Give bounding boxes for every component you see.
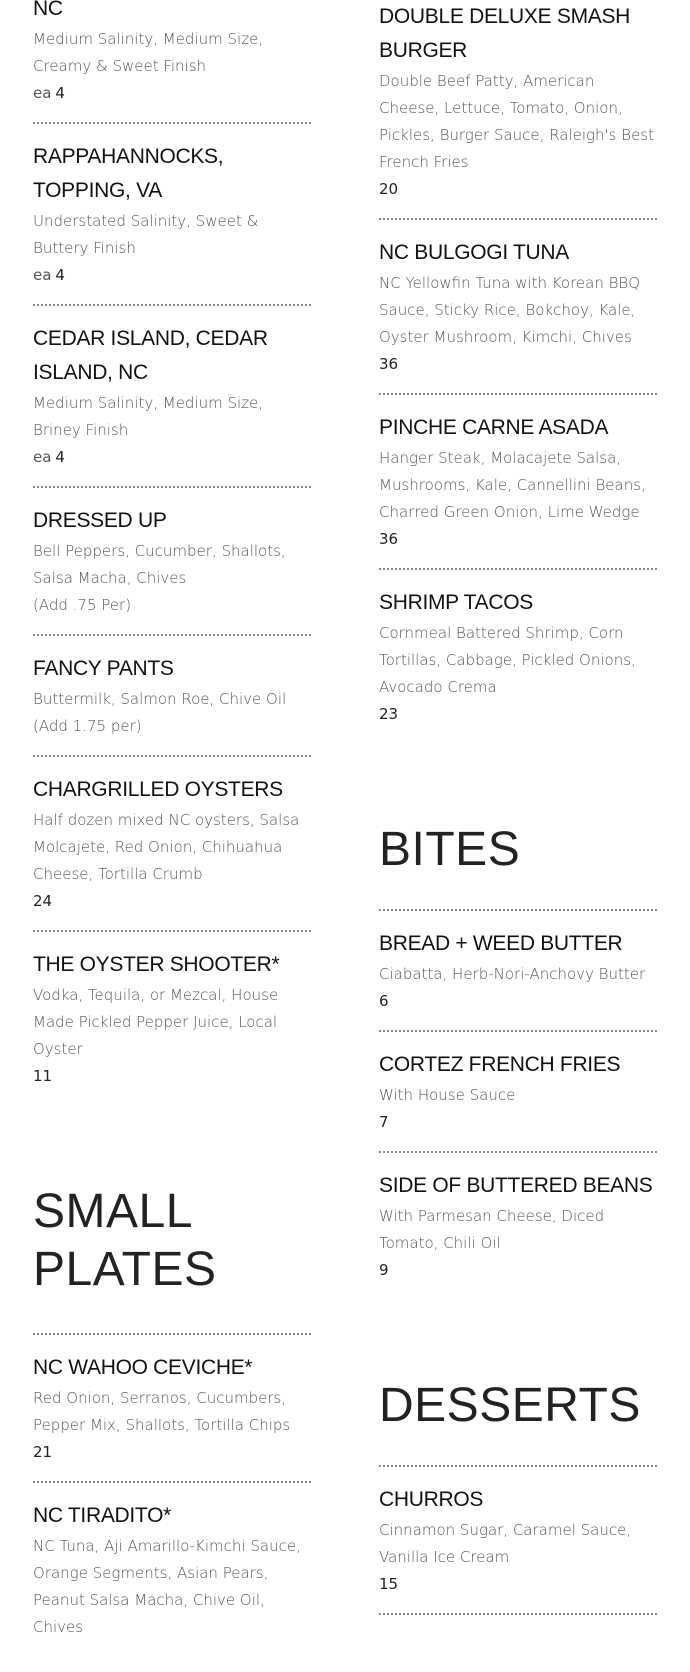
item-description: Buttermilk, Salmon Roe, Chive Oil <box>33 690 287 708</box>
section-heading: BITES <box>379 823 521 876</box>
item-description: Red Onion, Serranos, Cucumbers, Pepper Mix, Shallots, Tortilla Chips <box>33 1389 291 1434</box>
item-title: CEDAR ISLAND, CEDAR ISLAND, NC <box>33 327 268 384</box>
item-price: 20 <box>379 180 399 198</box>
item-title: CHURROS <box>379 1488 484 1511</box>
item-note: (Add 1.75 per) <box>33 717 142 735</box>
price-value: 4 <box>55 266 65 284</box>
item-title: DRESSED UP <box>33 509 167 532</box>
menu-item <box>379 1169 657 1299</box>
menu-item <box>33 140 311 306</box>
section-heading-line: SMALL <box>33 1185 193 1238</box>
item-title: CORTEZ FRENCH FRIES <box>379 1053 621 1076</box>
item-title: SHRIMP TACOS <box>379 591 533 614</box>
price-value: 4 <box>55 448 65 466</box>
item-description: Ciabatta, Herb-Nori-Anchovy Butter <box>379 965 646 983</box>
item-price: 36 <box>379 355 399 373</box>
menu-item <box>33 504 311 636</box>
item-price: 7 <box>379 1113 389 1131</box>
item-description: Double Beef Patty, American Cheese, Lettuce, Tomato, Onion, Pickles, Burger Sauce, Raleigh's Best French Fries <box>379 72 655 171</box>
price-prefix: ea <box>33 448 52 466</box>
bites-section-header <box>379 821 657 911</box>
right-column <box>379 0 657 1631</box>
price-prefix: ea <box>33 84 52 102</box>
item-title: BREAD + WEED BUTTER <box>379 932 623 955</box>
item-price <box>33 444 311 471</box>
item-title: SIDE OF BUTTERED BEANS <box>379 1174 653 1197</box>
item-price: 9 <box>379 1261 389 1279</box>
item-description: Medium Salinity, Medium Size, Creamy & Sweet Finish <box>33 30 264 75</box>
item-price <box>33 80 311 107</box>
item-description: Hanger Steak, Molacajete Salsa, Mushrooms, Kale, Cannellini Beans, Charred Green Onion, Lime Wedge <box>379 449 646 521</box>
left-column <box>33 0 311 1672</box>
item-title: NC <box>33 0 63 20</box>
item-description: Cornmeal Battered Shrimp, Corn Tortillas, Cabbage, Pickled Onions, Avocado Crema <box>379 624 636 696</box>
section-heading: DESSERTS <box>379 1379 641 1432</box>
menu-item <box>33 1351 311 1483</box>
section-heading <box>33 1183 311 1299</box>
menu-item <box>379 586 657 743</box>
menu-item <box>379 236 657 395</box>
menu-item <box>379 1483 657 1615</box>
item-description: With Parmesan Cheese, Diced Tomato, Chili Oil <box>379 1207 605 1252</box>
item-description: Understated Salinity, Sweet & Buttery Finish <box>33 212 259 257</box>
item-description: With House Sauce <box>379 1086 516 1104</box>
menu-item <box>379 1048 657 1153</box>
item-description: Bell Peppers, Cucumber, Shallots, Salsa Macha, Chives <box>33 542 286 587</box>
item-price: 6 <box>379 992 389 1010</box>
item-description: NC Yellowfin Tuna with Korean BBQ Sauce, Sticky Rice, Bokchoy, Kale, Oyster Mushroom, Kimchi, Chives <box>379 274 641 346</box>
menu-item <box>33 322 311 488</box>
item-title: PINCHE CARNE ASADA <box>379 416 609 439</box>
small-plates-section-header <box>33 1183 311 1335</box>
item-price <box>33 262 311 289</box>
item-description: Cinnamon Sugar, Caramel Sauce, Vanilla Ice Cream <box>379 1521 632 1566</box>
item-title: NC TIRADITO* <box>33 1504 171 1527</box>
item-description: Half dozen mixed NC oysters, Salsa Molcajete, Red Onion, Chihuahua Cheese, Tortilla Crumb <box>33 811 300 883</box>
price-prefix: ea <box>33 266 52 284</box>
menu-item <box>33 1499 311 1656</box>
item-description: Vodka, Tequila, or Mezcal, House Made Pickled Pepper Juice, Local Oyster <box>33 986 279 1058</box>
item-title: FANCY PANTS <box>33 657 174 680</box>
item-price: 21 <box>33 1443 53 1461</box>
item-price: 15 <box>379 1575 399 1593</box>
item-title: NC BULGOGI TUNA <box>379 241 569 264</box>
menu-item <box>379 0 657 220</box>
item-price: 36 <box>379 530 399 548</box>
menu-item <box>33 948 311 1105</box>
item-title: CHARGRILLED OYSTERS <box>33 778 283 801</box>
menu-item <box>33 0 311 124</box>
item-price: 24 <box>33 892 53 910</box>
menu-item <box>33 652 311 757</box>
item-description: NC Tuna, Aji Amarillo-Kimchi Sauce, Orange Segments, Asian Pears, Peanut Salsa Macha, Chive Oil, Chives <box>33 1537 301 1636</box>
item-title: THE OYSTER SHOOTER* <box>33 953 280 976</box>
item-description: Medium Salinity, Medium Size, Briney Finish <box>33 394 264 439</box>
section-heading-line: PLATES <box>33 1243 217 1296</box>
item-title: RAPPAHANNOCKS, TOPPING, VA <box>33 145 224 202</box>
item-price: 11 <box>33 1067 53 1085</box>
menu-item <box>379 927 657 1032</box>
desserts-section-header <box>379 1377 657 1467</box>
item-title: DOUBLE DELUXE SMASH BURGER <box>379 5 631 62</box>
menu-item <box>379 411 657 570</box>
item-price: 23 <box>379 705 399 723</box>
price-value: 4 <box>55 84 65 102</box>
menu-item <box>33 773 311 932</box>
item-title: NC WAHOO CEVICHE* <box>33 1356 253 1379</box>
item-note: (Add .75 Per) <box>33 596 132 614</box>
